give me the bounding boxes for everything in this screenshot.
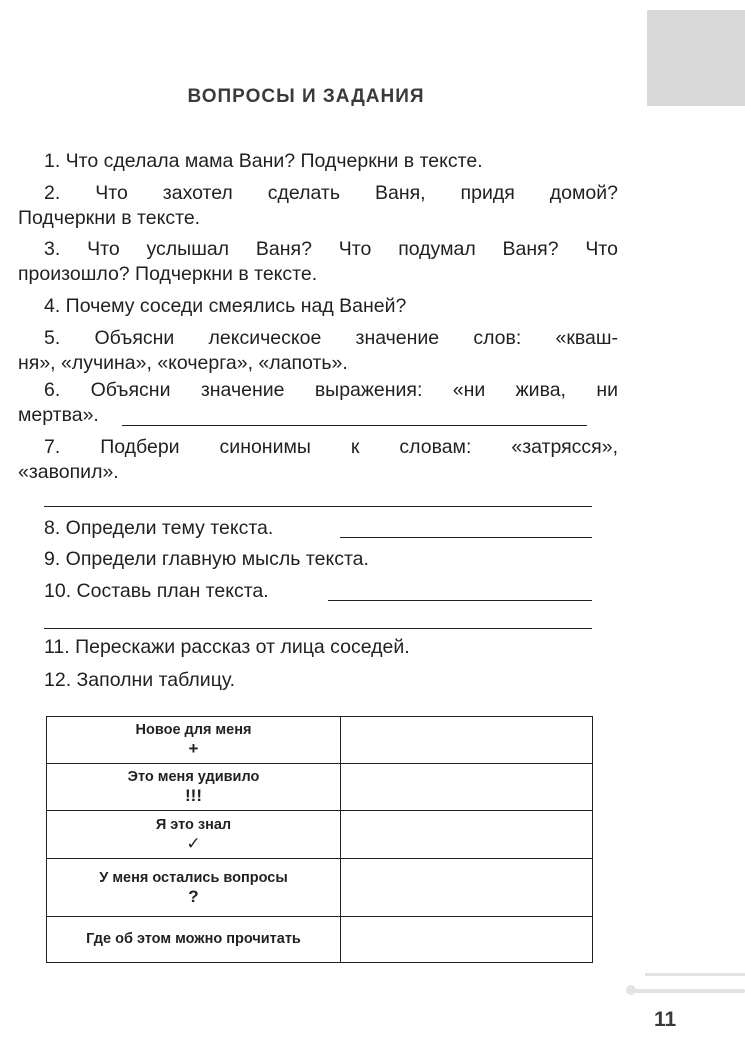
question-4: 4. Почему соседи смеялись над Ваней? (44, 295, 407, 317)
row-label-text: Где об этом можно прочитать (86, 931, 301, 947)
page-title: ВОПРОСЫ И ЗАДАНИЯ (187, 86, 425, 107)
question-mark-icon: ? (188, 886, 199, 906)
answer-cell[interactable] (341, 764, 593, 811)
question-6-line-2: мертва». (18, 404, 99, 426)
plus-icon: + (188, 739, 199, 758)
question-2-line-1: 2. Что захотел сделать Ваня, придя домой? (44, 182, 618, 204)
answer-cell[interactable] (341, 859, 593, 917)
question-11: 11. Перескажи рассказ от лица соседей. (44, 636, 410, 658)
table-row (47, 717, 593, 764)
question-1: 1. Что сделала мама Вани? Подчеркни в тексте. (44, 150, 483, 172)
answer-cell[interactable] (341, 811, 593, 859)
table-row (47, 859, 593, 917)
table-row (47, 764, 593, 811)
checkmark-icon: ✓ (186, 833, 201, 853)
row-label-text: У меня остались вопросы (99, 869, 288, 886)
answer-line-7[interactable] (44, 506, 592, 507)
question-3-line-2: произошло? Подчеркни в тексте. (18, 263, 318, 285)
table-row (47, 811, 593, 859)
answer-cell[interactable] (341, 917, 593, 963)
answer-line-6[interactable] (122, 425, 587, 426)
page-number: 11 (654, 1008, 677, 1031)
question-5-line-2: ня», «лучина», «кочерга», «лапоть». (18, 352, 348, 374)
reflection-table (46, 716, 593, 963)
row-label-text: Новое для меня (135, 722, 252, 738)
question-10: 10. Составь план текста. (44, 580, 269, 602)
row-label (47, 811, 341, 859)
question-5-line-1: 5. Объясни лексическое значение слов: «кваш- (44, 327, 618, 349)
question-3-line-1: 3. Что услышал Ваня? Что подумал Ваня? Что (44, 238, 618, 260)
question-9: 9. Определи главную мысль текста. (44, 548, 369, 570)
row-label (47, 859, 341, 917)
answer-cell[interactable] (341, 717, 593, 764)
row-label-text: Это меня удивило (127, 769, 260, 785)
row-label (47, 717, 341, 764)
question-6-line-1: 6. Объясни значение выражения: «ни жива, ни (44, 379, 618, 401)
question-12: 12. Заполни таблицу. (44, 669, 236, 691)
table-row (47, 917, 593, 963)
question-2-line-2: Подчеркни в тексте. (18, 207, 201, 229)
answer-line-10-a[interactable] (328, 600, 592, 601)
exclamation-icon: !!! (185, 786, 202, 805)
question-7-line-1: 7. Подбери синонимы к словам: «затрясся», (44, 436, 618, 458)
footer-decoration (632, 989, 745, 993)
question-7-line-2: «завопил». (18, 461, 119, 483)
corner-tab (647, 10, 745, 106)
question-8: 8. Определи тему текста. (44, 517, 274, 539)
row-label-text: Я это знал (155, 816, 232, 833)
footer-decoration (645, 973, 745, 976)
answer-line-10-b[interactable] (44, 628, 592, 629)
row-label (47, 917, 341, 963)
row-label (47, 764, 341, 811)
answer-line-8[interactable] (340, 537, 592, 538)
